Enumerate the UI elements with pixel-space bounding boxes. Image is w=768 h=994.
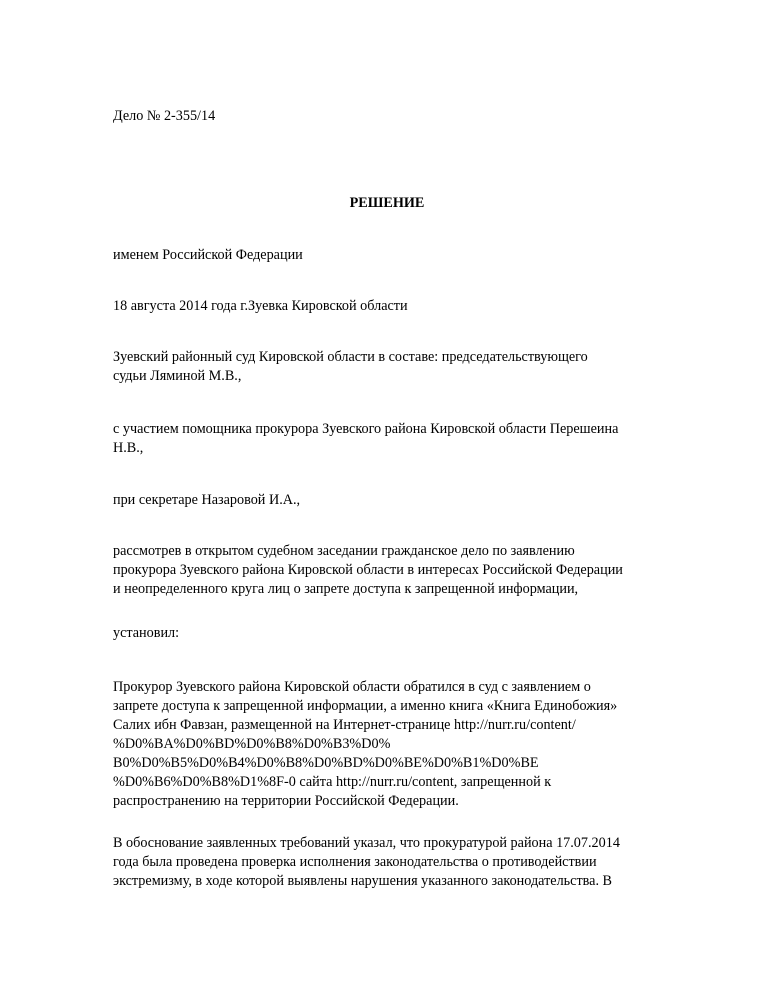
secretary-line: при секретаре Назаровой И.А., <box>113 492 301 508</box>
review-line-2: прокурора Зуевского района Кировской области в интересах Российской Федерации <box>113 562 623 578</box>
justification-line-3: экстремизму, в ходе которой выявлены нарушения указанного законодательства. В <box>113 873 613 889</box>
court-line-1: Зуевский районный суд Кировской области в составе: председательствующего <box>113 349 588 365</box>
document-title: РЕШЕНИЕ <box>349 195 425 211</box>
court-line-2: судьи Ляминой М.В., <box>113 368 242 384</box>
claim-line-5: B0%D0%B5%D0%B4%D0%B8%D0%BD%D0%BE%D0%B1%D0%BE <box>113 755 539 771</box>
name-line: именем Российской Федерации <box>113 247 303 263</box>
date-place: 18 августа 2014 года г.Зуевка Кировской области <box>113 298 408 314</box>
claim-line-7: распространению на территории Российской Федерации. <box>113 793 459 809</box>
prosecutor-line-2: Н.В., <box>113 440 144 456</box>
claim-line-3: Салих ибн Фавзан, размещенной на Интернет-странице http://nurr.ru/content/ <box>113 717 576 733</box>
justification-line-1: В обоснование заявленных требований указал, что прокуратурой района 17.07.2014 <box>113 835 620 851</box>
claim-line-2: запрете доступа к запрещенной информации, а именно книга «Книга Единобожия» <box>113 698 618 714</box>
claim-line-4: %D0%BA%D0%BD%D0%B8%D0%B3%D0% <box>113 736 391 752</box>
case-number: Дело № 2-355/14 <box>113 108 216 124</box>
review-line-3: и неопределенного круга лиц о запрете доступа к запрещенной информации, <box>113 581 579 597</box>
established-line: установил: <box>113 625 180 641</box>
claim-line-6: %D0%B6%D0%B8%D1%8F-0 сайта http://nurr.ru/content, запрещенной к <box>113 774 552 790</box>
justification-line-2: года была проведена проверка исполнения законодательства о противодействии <box>113 854 597 870</box>
review-line-1: рассмотрев в открытом судебном заседании гражданское дело по заявлению <box>113 543 575 559</box>
claim-line-1: Прокурор Зуевского района Кировской области обратился в суд с заявлением о <box>113 679 591 695</box>
prosecutor-line-1: с участием помощника прокурора Зуевского района Кировской области Перешеина <box>113 421 619 437</box>
